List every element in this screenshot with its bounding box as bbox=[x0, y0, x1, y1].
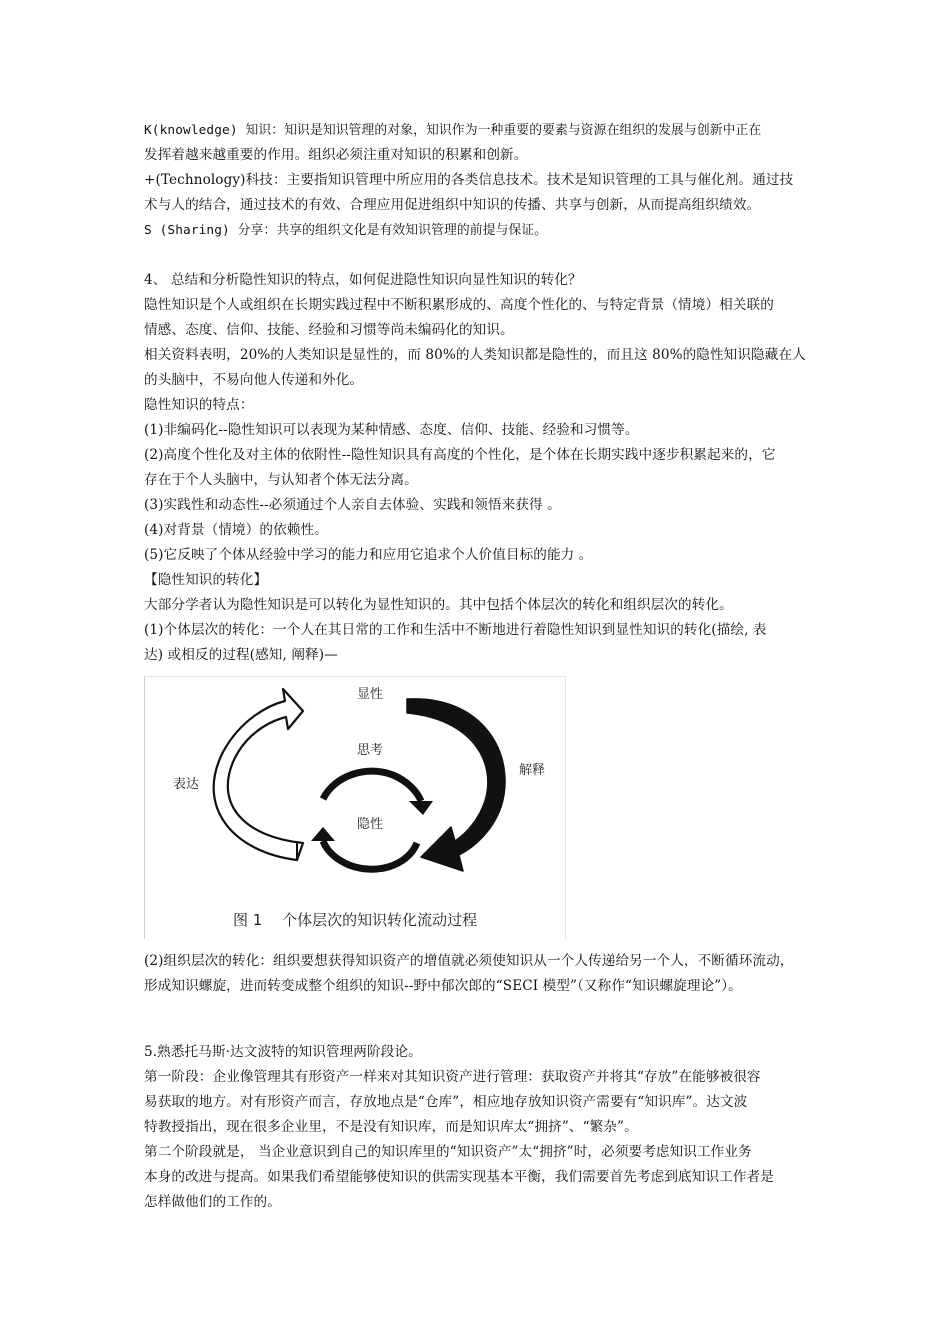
knowledge-conversion-figure bbox=[144, 676, 566, 939]
feature-3: (3)实践性和动态性--必须通过个人亲自去体验、实践和领悟来获得 。 bbox=[144, 497, 561, 513]
stage-1-line-2: 易获取的地方。对有形资产而言，存放地点是“仓库”，相应地存放知识资产需要有“知识库”。达文波 bbox=[144, 1094, 748, 1110]
statistics-line-1: 相关资料表明，20%的人类知识是显性的，而 80%的人类知识都是隐性的，而且这 80%的隐性知识隐藏在人 bbox=[144, 347, 806, 363]
figure-caption: 图 1 个体层次的知识转化流动过程 bbox=[233, 911, 478, 929]
conversion-intro: 大部分学者认为隐性知识是可以转化为显性知识的。其中包括个体层次的转化和组织层次的转化。 bbox=[144, 597, 733, 613]
individual-level-line-2: 达) 或相反的过程(感知, 阐释)— bbox=[144, 647, 338, 663]
tacit-definition-line-2: 情感、态度、信仰、技能、经验和习惯等尚未编码化的知识。 bbox=[144, 322, 514, 338]
tacit-definition-line-1: 隐性知识是个人或组织在长期实践过程中不断积累形成的、高度个性化的、与特定背景（情境）相关联的 bbox=[144, 297, 774, 313]
features-title: 隐性知识的特点： bbox=[144, 397, 254, 413]
label-think: 思考 bbox=[357, 743, 384, 758]
feature-2-line-2: 存在于个人头脑中，与认知者个体无法分离。 bbox=[144, 472, 418, 488]
section-5-title: 5.熟悉托马斯·达文波特的知识管理两阶段论。 bbox=[144, 1044, 422, 1060]
sharing-line: S (Sharing) 分享：共享的组织文化是有效知识管理的前提与保证。 bbox=[144, 223, 548, 238]
label-explicit: 显性 bbox=[357, 687, 384, 702]
stage-1-line-3: 特教授指出，现在很多企业里，不是没有知识库，而是知识库太“拥挤”、“繁杂”。 bbox=[144, 1119, 638, 1135]
organization-level-line-2: 形成知识螺旋，进而转变成整个组织的知识--野中郁次郎的“SECI 模型”（又称作“知识螺旋理论”）。 bbox=[144, 978, 742, 994]
label-express: 表达 bbox=[173, 777, 200, 792]
conversion-title: 【隐性知识的转化】 bbox=[144, 572, 268, 588]
interpret-arrow bbox=[407, 699, 505, 871]
feature-2-line-1: (2)高度个性化及对主体的依附性--隐性知识具有高度的个性化，是个体在长期实践中逐步积累起来的，它 bbox=[144, 447, 776, 463]
k-knowledge-line-1: K(knowledge) 知识：知识是知识管理的对象，知识作为一种重要的要素与资源在组织的发展与创新中正在 bbox=[144, 123, 762, 138]
express-arrow bbox=[214, 689, 303, 860]
label-tacit: 隐性 bbox=[357, 817, 384, 832]
statistics-line-2: 的头脑中，不易向他人传递和外化。 bbox=[144, 372, 364, 388]
technology-line-1: +(Technology)科技：主要指知识管理中所应用的各类信息技术。技术是知识管理的工具与催化剂。通过技 bbox=[144, 172, 794, 188]
section-4-question: 4、 总结和分析隐性知识的特点，如何促进隐性知识向显性知识的转化？ bbox=[144, 272, 582, 288]
stage-2-line-1: 第二个阶段就是， 当企业意识到自己的知识库里的“知识资产”太“拥挤”时，必须要考虑知识工作业务 bbox=[144, 1144, 752, 1160]
feature-5: (5)它反映了个体从经验中学习的能力和应用它追求个人价值目标的能力 。 bbox=[144, 547, 593, 563]
section-5 bbox=[144, 1040, 814, 1215]
label-interpret: 解释 bbox=[519, 763, 546, 778]
ksplus-section bbox=[144, 118, 814, 243]
stage-2-line-3: 怎样做他们的工作的。 bbox=[144, 1194, 281, 1210]
k-knowledge-line-2: 发挥着越来越重要的作用。组织必须注重对知识的积累和创新。 bbox=[144, 147, 528, 163]
feature-4: (4)对背景（情境）的依赖性。 bbox=[144, 522, 328, 538]
conversion-diagram bbox=[145, 677, 565, 939]
stage-2-line-2: 本身的改进与提高。如果我们希望能够使知识的供需实现基本平衡，我们需要首先考虑到底知识工作者是 bbox=[144, 1169, 774, 1185]
technology-line-2: 术与人的结合，通过技术的有效、合理应用促进组织中知识的传播、共享与创新，从而提高组织绩效。 bbox=[144, 197, 761, 213]
organization-level-line-1: (2)组织层次的转化：组织要想获得知识资产的增值就必须使知识从一个人传递给另一个人，不断循环流动， bbox=[144, 953, 794, 969]
section-4 bbox=[144, 268, 814, 999]
stage-1-line-1: 第一阶段：企业像管理其有形资产一样来对其知识资产进行管理：获取资产并将其“存放”在能够被很容 bbox=[144, 1069, 761, 1085]
individual-level-line-1: (1)个体层次的转化：一个人在其日常的工作和生活中不断地进行着隐性知识到显性知识的转化(描绘, 表 bbox=[144, 622, 767, 638]
feature-1: (1)非编码化--隐性知识可以表现为某种情感、态度、信仰、技能、经验和习惯等。 bbox=[144, 422, 639, 438]
